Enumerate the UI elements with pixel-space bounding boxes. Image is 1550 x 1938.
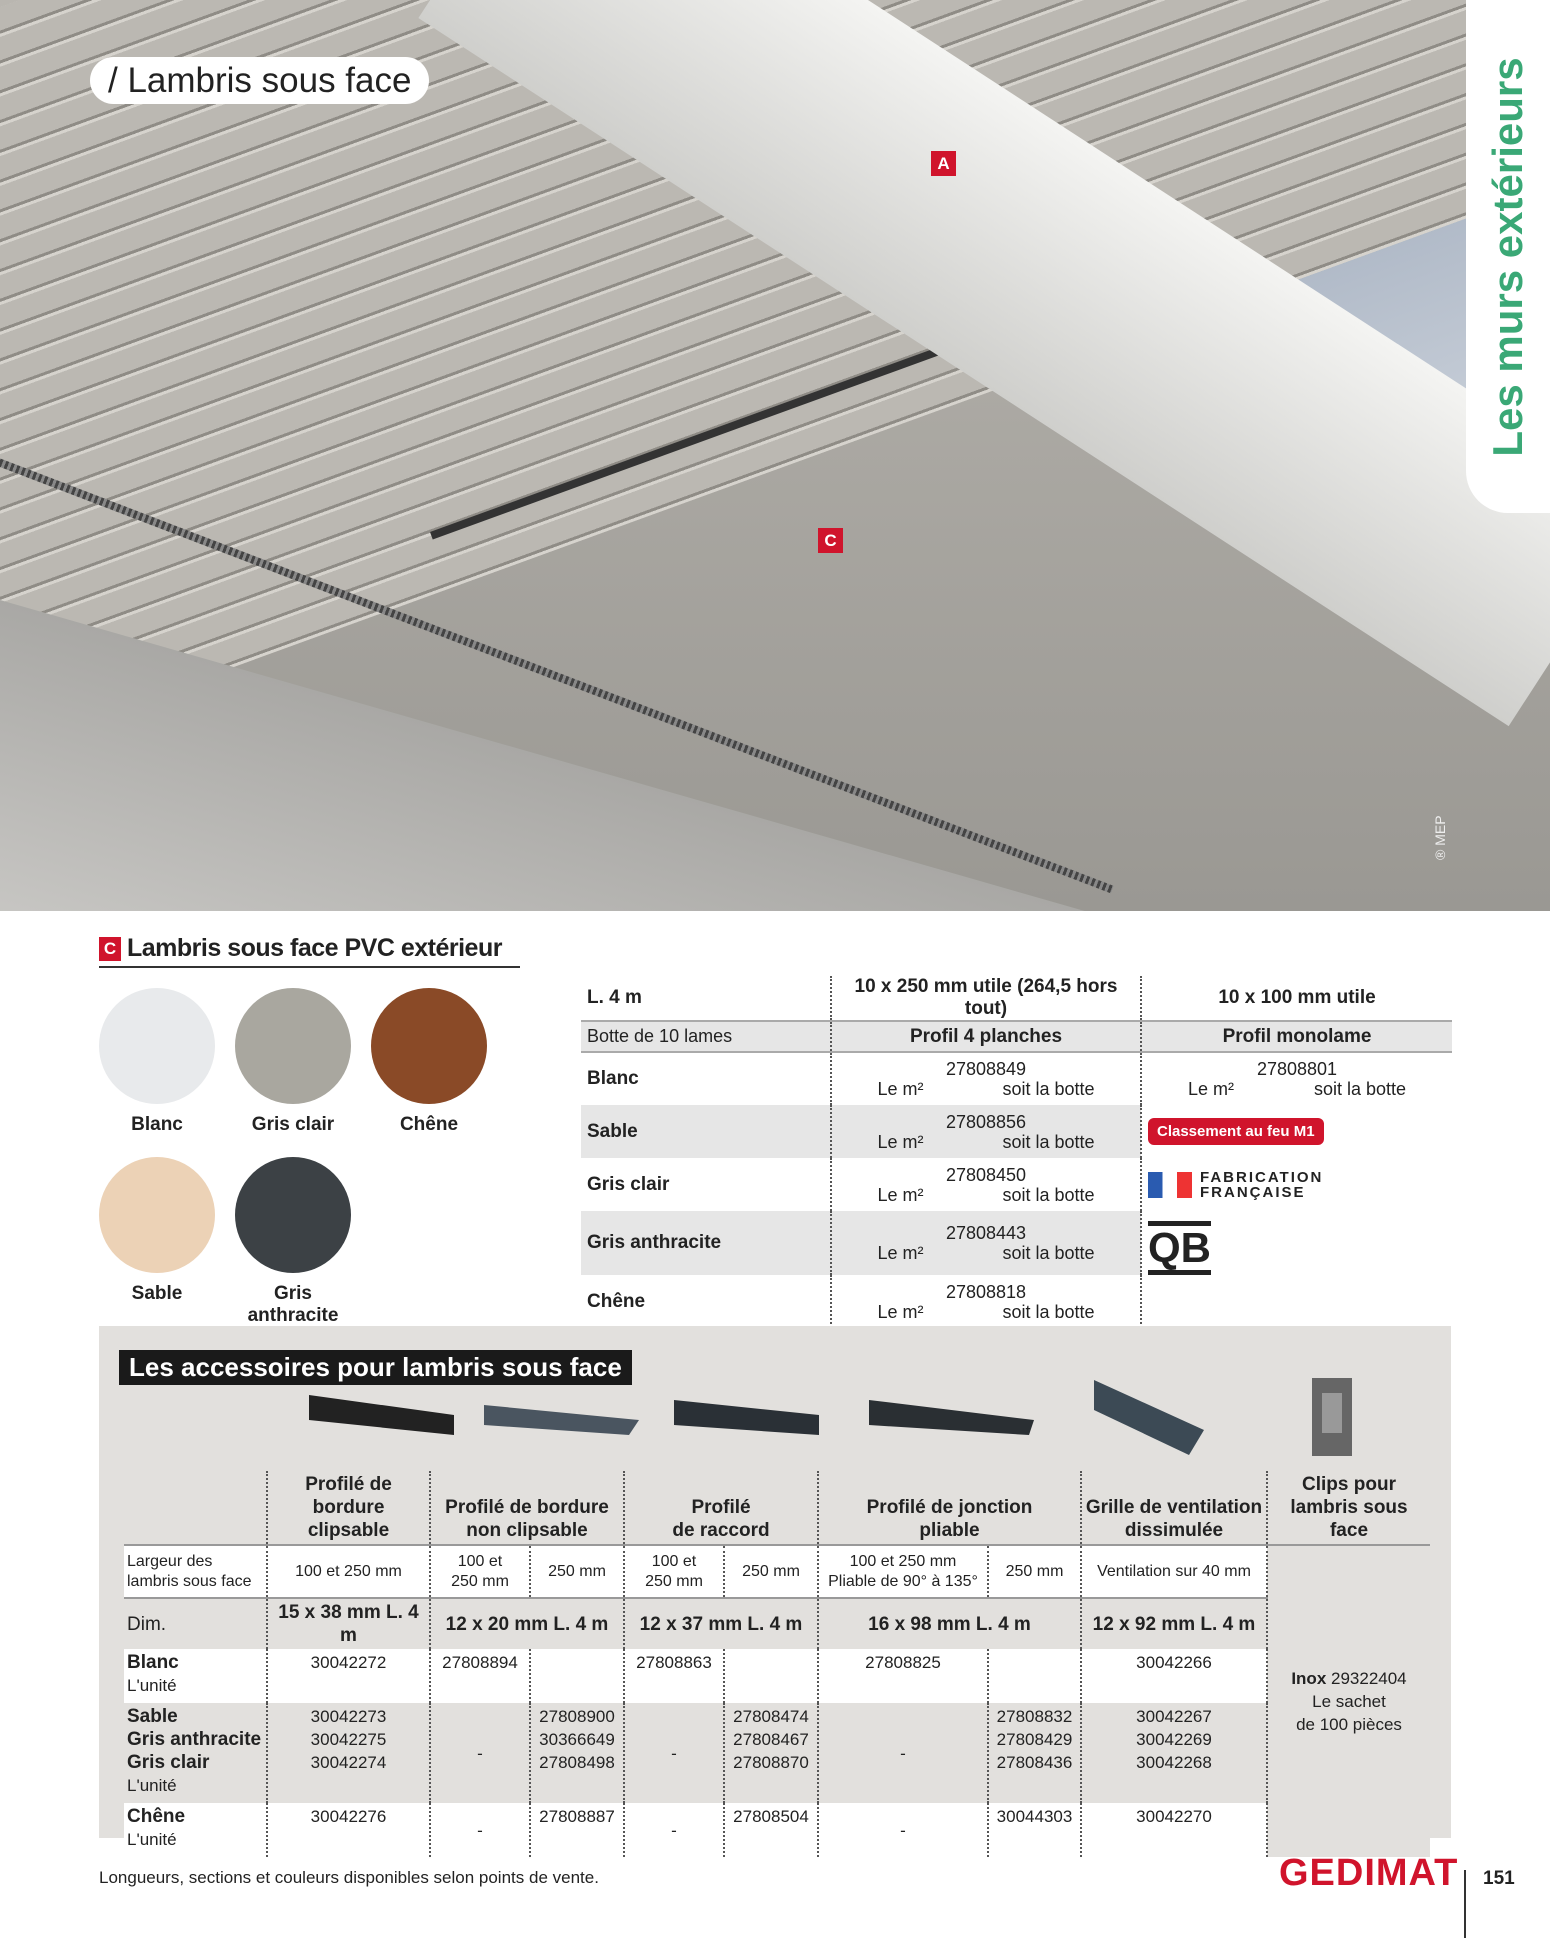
swatch-label: Sable: [131, 1283, 183, 1304]
dim-value: 16 x 98 mm L. 4 m: [818, 1598, 1081, 1649]
article-code: 27808832 27808429 27808436: [988, 1703, 1081, 1803]
profile-raccord-image: [669, 1380, 829, 1460]
section-heading: [99, 934, 520, 968]
section-tab-label: Les murs extérieurs: [1484, 56, 1531, 457]
width-value: 100 et 250 mm: [267, 1545, 430, 1598]
article-code: 30042267 30042269 30042268: [1081, 1703, 1267, 1803]
article-code: [530, 1649, 624, 1703]
fire-rating-badge: Classement au feu M1: [1148, 1118, 1324, 1145]
article-code: 30042266: [1081, 1649, 1267, 1703]
code-4planches: [831, 1275, 1141, 1328]
accessories-title: Les accessoires pour lambris sous face: [119, 1350, 632, 1385]
code-monolame: [1141, 1211, 1452, 1275]
swatch-label: Gris anthracite: [247, 1283, 339, 1326]
ventilation-grille-image: [1089, 1380, 1209, 1460]
french-flag: [1148, 1172, 1192, 1198]
width-row: [124, 1545, 1430, 1598]
unit-label: Le m²: [877, 1243, 924, 1263]
marker-c: C: [818, 528, 843, 553]
unit-label: Le m²: [1187, 1079, 1234, 1099]
color-names: Sable Gris anthracite Gris clair: [127, 1706, 262, 1773]
footer-note: Longueurs, sections et couleurs disponibles selon points de vente.: [99, 1868, 599, 1887]
swatch-3: [99, 1157, 215, 1305]
clips-info: [1267, 1545, 1430, 1857]
table-row: [124, 1803, 1430, 1857]
code-monolame: [1141, 1052, 1452, 1105]
article-code: 27808887: [530, 1803, 624, 1857]
width-value: Ventilation sur 40 mm: [1081, 1545, 1267, 1598]
article-code: 30042273 30042275 30042274: [267, 1703, 430, 1803]
swatch-color: [235, 1157, 351, 1273]
article-code: 27808894: [430, 1649, 530, 1703]
code-monolame: [1141, 1275, 1452, 1328]
profile-bordure-non-clipsable-image: [479, 1380, 644, 1460]
article-code: -: [624, 1703, 724, 1803]
unit-label: L'unité: [127, 1830, 177, 1849]
article-code: 30044303: [988, 1803, 1081, 1857]
dim-value: 15 x 38 mm L. 4 m: [267, 1598, 430, 1649]
photo-credit: ® MEP: [1432, 815, 1448, 860]
price-units: [838, 1185, 1134, 1205]
price-units: [838, 1132, 1134, 1152]
unit-label: Le m²: [877, 1184, 924, 1205]
article-code: 30042276: [267, 1803, 430, 1857]
dim-value: 12 x 92 mm L. 4 m: [1081, 1598, 1267, 1649]
article-code: 27808474 27808467 27808870: [724, 1703, 818, 1803]
table-row: [581, 1052, 1452, 1105]
article-code: 27808849: [945, 1059, 1027, 1079]
accessory-header: Profilé de jonction pliable: [818, 1471, 1081, 1545]
width-label: Largeur des lambris sous face: [124, 1545, 267, 1598]
accessories-table: [124, 1471, 1430, 1857]
section-tab: [1466, 0, 1550, 513]
swatch-4: [235, 1157, 351, 1327]
product-table: [581, 976, 1452, 1328]
row-color: Gris clair: [587, 1173, 670, 1195]
unit-label: L'unité: [127, 1676, 177, 1695]
row-color: Gris anthracite: [581, 1211, 831, 1275]
fabrication-text: FABRICATION FRANÇAISE: [1200, 1168, 1324, 1201]
page-number: 151: [1483, 1868, 1515, 1889]
bundle-label: Botte de 10 lames: [581, 1021, 831, 1052]
hero-photo: [0, 0, 1550, 911]
table-row: [581, 1275, 1452, 1328]
accessory-header: Profilé de bordure non clipsable: [430, 1471, 624, 1545]
article-code: -: [624, 1803, 724, 1857]
article-code: 27808504: [724, 1803, 818, 1857]
article-code: -: [430, 1703, 530, 1803]
fabrication-francaise-logo: [1148, 1170, 1446, 1200]
swatch-color: [99, 1157, 215, 1273]
length-header: L. 4 m: [581, 976, 831, 1021]
profile-jonction-image: [864, 1380, 1039, 1460]
clips-material: Inox: [1291, 1669, 1327, 1688]
dim-row: [124, 1598, 1430, 1649]
article-code: 27808900 30366649 27808498: [530, 1703, 624, 1803]
col-monolame-size: 10 x 100 mm utile: [1141, 976, 1452, 1021]
table-row: [581, 1158, 1452, 1211]
article-code: 30042270: [1081, 1803, 1267, 1857]
accessory-header: Grille de ventilation dissimulée: [1081, 1471, 1267, 1545]
table-row: [581, 1105, 1452, 1158]
article-code: 27808825: [818, 1649, 988, 1703]
col-4planches-size: 10 x 250 mm utile (264,5 hors tout): [831, 976, 1141, 1021]
gedimat-logo: GEDIMAT: [1279, 1852, 1459, 1894]
swatch-color: [235, 988, 351, 1104]
dim-value: 12 x 37 mm L. 4 m: [624, 1598, 818, 1649]
width-value: 100 et 250 mm: [430, 1545, 530, 1598]
swatch-color: [99, 988, 215, 1104]
width-value: 250 mm: [988, 1545, 1081, 1598]
bundle-label: soit la botte: [1002, 1184, 1095, 1205]
price-units: [838, 1302, 1134, 1322]
article-code: 27808450: [945, 1164, 1027, 1185]
code-4planches: [831, 1052, 1141, 1105]
accessory-header: Profilé de raccord: [624, 1471, 818, 1545]
article-code: 27808856: [945, 1111, 1027, 1132]
price-units: [838, 1243, 1134, 1263]
section-marker: C: [99, 937, 121, 961]
dim-value: 12 x 20 mm L. 4 m: [430, 1598, 624, 1649]
article-code: [724, 1649, 818, 1703]
article-code: 27808801: [1256, 1059, 1338, 1079]
article-code: -: [430, 1803, 530, 1857]
accessory-header: Clips pour lambris sous face: [1267, 1471, 1430, 1545]
qb-logo: QB: [1148, 1221, 1211, 1275]
swatch-label: Chêne: [399, 1114, 459, 1135]
page-title: / Lambris sous face: [90, 57, 429, 104]
swatch-2: [371, 988, 487, 1136]
marker-a: A: [931, 151, 956, 176]
article-code: -: [818, 1703, 988, 1803]
bundle-label: soit la botte: [1002, 1131, 1095, 1152]
divider: [1464, 1870, 1466, 1938]
col-4planches: Profil 4 planches: [831, 1021, 1141, 1052]
col-monolame: Profil monolame: [1141, 1021, 1452, 1052]
article-code: 27808443: [945, 1223, 1027, 1243]
row-color: Blanc: [587, 1068, 639, 1089]
article-code: -: [818, 1803, 988, 1857]
accessory-header: Profilé de bordure clipsable: [267, 1471, 430, 1545]
bundle-label: soit la botte: [1313, 1079, 1406, 1099]
article-code: 27808863: [624, 1649, 724, 1703]
width-value: 100 et 250 mm: [624, 1545, 724, 1598]
code-monolame: [1141, 1158, 1452, 1211]
code-4planches: [831, 1158, 1141, 1211]
table-row: [581, 1211, 1452, 1275]
table-row: [124, 1649, 1430, 1703]
row-label: [124, 1649, 267, 1703]
code-4planches: [831, 1105, 1141, 1158]
swatch-1: [235, 988, 351, 1136]
empty-header: [124, 1471, 267, 1545]
width-value: 100 et 250 mm Pliable de 90° à 135°: [818, 1545, 988, 1598]
price-units: [1148, 1079, 1446, 1099]
bundle-label: soit la botte: [1002, 1243, 1095, 1263]
section-title: Lambris sous face PVC extérieur: [127, 934, 502, 962]
code-monolame: [1141, 1105, 1452, 1158]
swatch-label: Gris clair: [251, 1114, 335, 1135]
article-code: [988, 1649, 1081, 1703]
swatch-label: Blanc: [131, 1114, 183, 1135]
unit-label: Le m²: [877, 1079, 924, 1099]
table-row: [124, 1703, 1430, 1803]
width-value: 250 mm: [530, 1545, 624, 1598]
profile-bordure-clipsable-image: [304, 1380, 464, 1460]
article-code: 27808818: [945, 1281, 1027, 1302]
price-units: [838, 1079, 1134, 1099]
header-row: [124, 1471, 1430, 1545]
article-code: 30042272: [267, 1649, 430, 1703]
dim-label: Dim.: [124, 1598, 267, 1649]
clips-image: [1307, 1378, 1357, 1458]
row-color: Sable: [581, 1105, 831, 1158]
unit-label: Le m²: [877, 1131, 924, 1152]
row-label: [124, 1703, 267, 1803]
row-color: Chêne: [587, 1290, 646, 1312]
color-names: Chêne: [127, 1806, 186, 1827]
clips-details: 29322404 Le sachet de 100 pièces: [1296, 1669, 1407, 1734]
row-label: [124, 1803, 267, 1857]
bundle-label: soit la botte: [1002, 1079, 1095, 1099]
bundle-label: soit la botte: [1002, 1301, 1095, 1322]
code-4planches: [831, 1211, 1141, 1275]
accessories-panel: [99, 1326, 1451, 1849]
swatch-color: [371, 988, 487, 1104]
color-names: Blanc: [127, 1652, 179, 1673]
unit-label: Le m²: [877, 1301, 924, 1322]
width-value: 250 mm: [724, 1545, 818, 1598]
swatch-0: [99, 988, 215, 1136]
unit-label: L'unité: [127, 1776, 177, 1795]
